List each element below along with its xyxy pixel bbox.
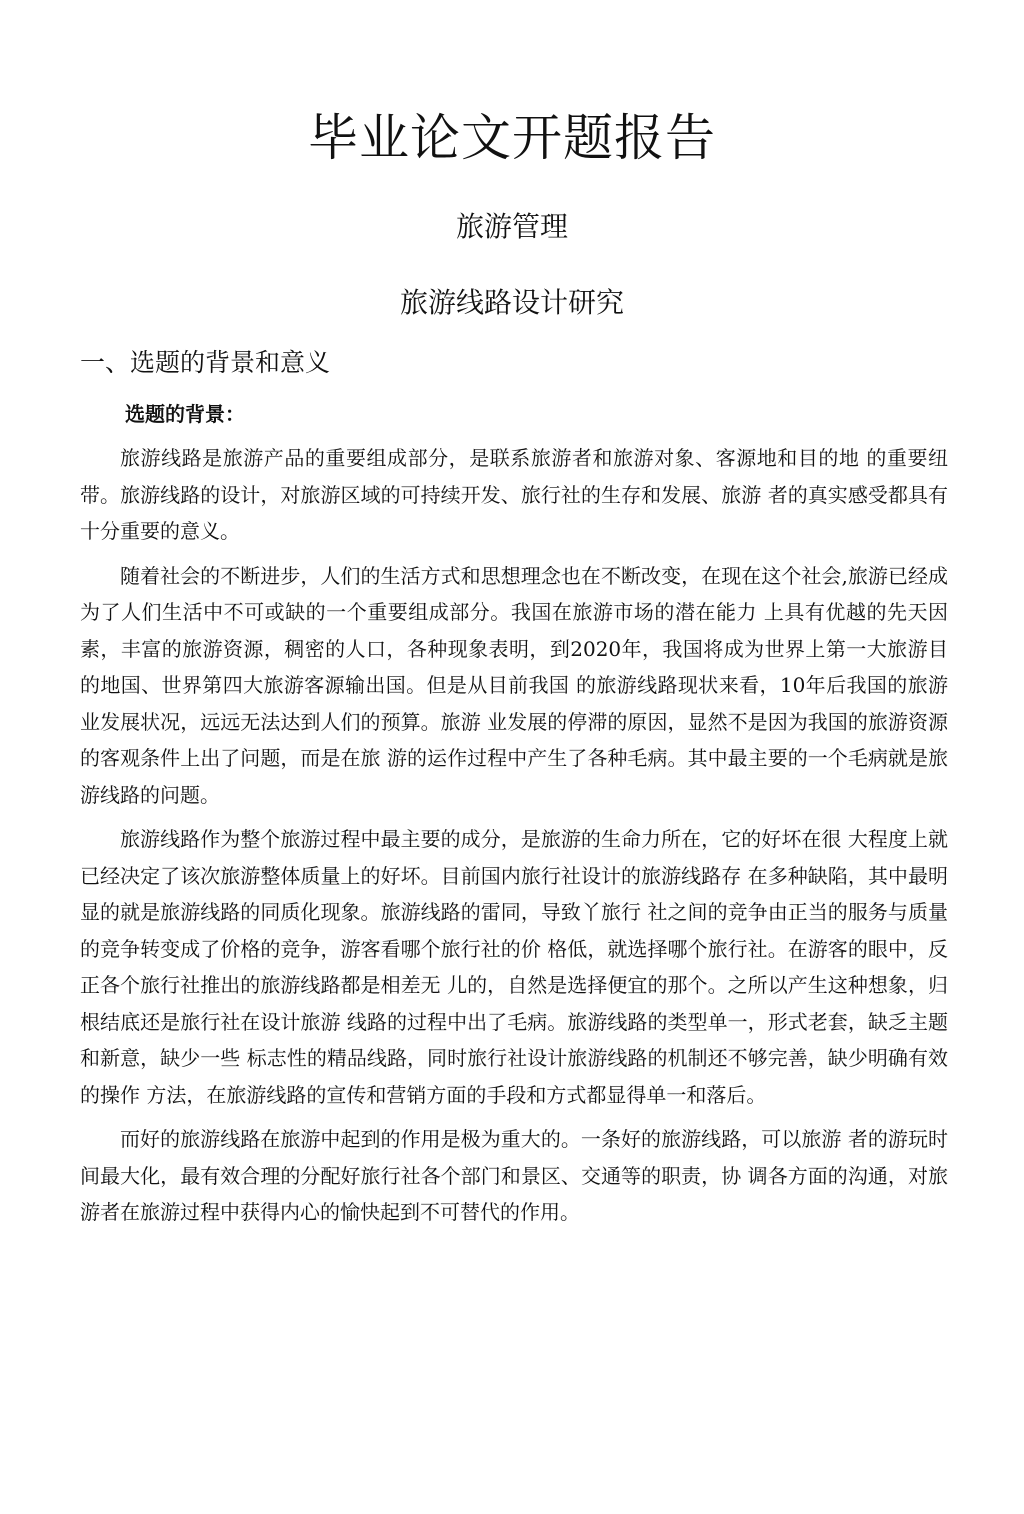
thesis-topic: 旅游线路设计研究 (399, 286, 624, 319)
section-heading: 一、选题的背景和意义 (80, 348, 331, 377)
paragraph: 旅游线路作为整个旅游过程中最主要的成分，是旅游的生命力所在，它的好坏在很 大程度上就已经决定了该次旅游整体质量上的好坏。目前国内旅行社设计的旅游线路存 在多种缺陷，其中最明显的就是旅游线路的同质化现象。旅游线路的雷同，导致丫旅行 社之间的竞争由正当的服务与质量的竞争转变成了价格的竞争，游客看哪个旅行社的价 格低，就选择哪个旅行社。在游客的眼中，反正各个旅行社推出的旅游线路都是相差无 儿的，自然是选择便宜的那个。之所以产生这种想象，归根结底还是旅行社在设计旅游 线路的过程中出了毛病。旅游线路的类型单一，形式老套，缺乏主题和新意，缺少一些 标志性的精品线路，同时旅行社设计旅游线路的机制还不够完善，缺少明确有效的操作 方法，在旅游线路的宣传和营销方面的手段和方式都显得单一和落后。 (80, 827, 948, 1107)
paragraph: 而好的旅游线路在旅游中起到的作用是极为重大的。一条好的旅游线路，可以旅游 者的游玩时间最大化，最有效合理的分配好旅行社各个部门和景区、交通等的职责，协 调各方面的沟通，对旅游者在旅游过程中获得内心的愉快起到不可替代的作用。 (80, 1127, 948, 1224)
body-text (80, 440, 948, 1231)
page-title: 毕业论文开题报告 (308, 109, 716, 167)
paragraph: 旅游线路是旅游产品的重要组成部分，是联系旅游者和旅游对象、客源地和目的地 的重要纽带。旅游线路的设计，对旅游区域的可持续开发、旅行社的生存和发展、旅游 者的真实感受都具有十分重要的意义。 (80, 446, 948, 543)
major-name: 旅游管理 (455, 210, 568, 243)
paragraph: 随着社会的不断进步，人们的生活方式和思想理念也在不断改变，在现在这个社会,旅游已经成为了人们生活中不可或缺的一个重要组成部分。我国在旅游市场的潜在能力 上具有优越的先天因素，丰富的旅游资源，稠密的人口，各种现象表明，到2020年，我国将成为世界上第一大旅游目的地国、世界第四大旅游客源输出国。但是从目前我国 的旅游线路现状来看，10年后我国的旅游业发展状况，远远无法达到人们的预算。旅游 业发展的停滞的原因，显然不是因为我国的旅游资源的客观条件上出了问题，而是在旅 游的运作过程中产生了各种毛病。其中最主要的一个毛病就是旅游线路的问题。 (80, 563, 948, 807)
sub-heading: 选题的背景： (125, 402, 245, 426)
